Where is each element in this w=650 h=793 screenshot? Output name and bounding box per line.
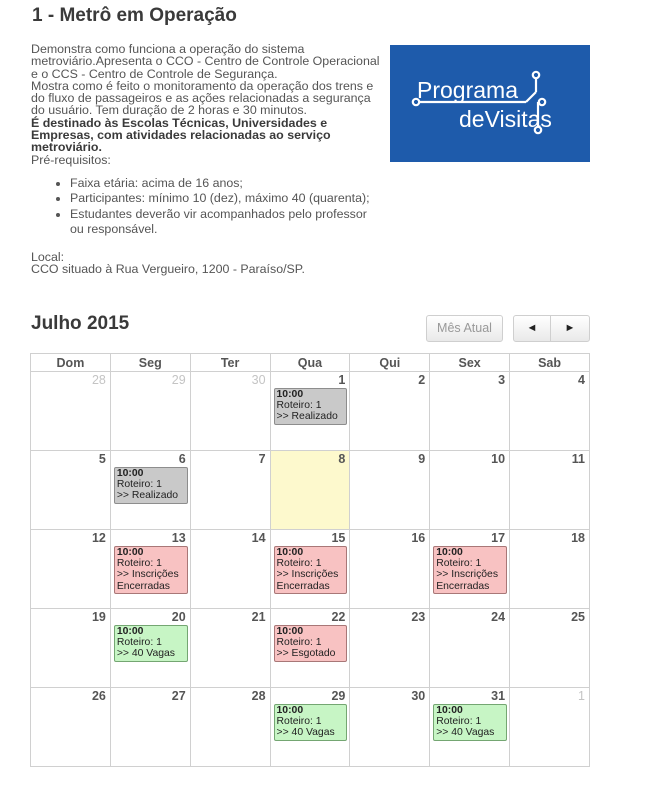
day-number: 18	[571, 531, 585, 545]
calendar-day-cell[interactable]	[190, 451, 270, 530]
calendar-day-cell[interactable]	[31, 372, 111, 451]
day-number: 4	[578, 373, 585, 387]
event-status: >> 40 Vagas	[116, 648, 176, 660]
day-number: 5	[98, 452, 106, 466]
calendar-day-cell[interactable]	[31, 451, 111, 530]
calendar-day-cell[interactable]	[430, 688, 510, 767]
day-number: 30	[411, 689, 426, 703]
calendar-day-cell[interactable]	[190, 609, 270, 688]
calendar-day-cell[interactable]	[190, 688, 270, 767]
calendar-day-cell[interactable]	[110, 688, 190, 767]
visit-event[interactable]	[274, 625, 348, 662]
event-route: Roteiro: 1	[276, 558, 322, 570]
event-route: Roteiro: 1	[116, 558, 162, 570]
visit-event[interactable]	[274, 704, 348, 741]
visit-event[interactable]	[114, 625, 188, 662]
day-number: 29	[331, 689, 346, 703]
event-time: 10:00	[116, 547, 144, 558]
calendar-day-cell[interactable]	[350, 688, 430, 767]
calendar-day-cell[interactable]	[270, 688, 350, 767]
day-number: 24	[491, 610, 506, 624]
day-number: 15	[331, 531, 346, 545]
event-status: >> Inscrições Encerradas	[276, 569, 339, 592]
day-number: 26	[91, 689, 106, 703]
day-number: 25	[571, 610, 585, 624]
event-route: Roteiro: 1	[116, 637, 162, 649]
calendar-day-cell[interactable]	[350, 451, 430, 530]
day-number: 31	[491, 689, 506, 703]
next-month-button[interactable]	[550, 315, 590, 342]
weekday-header: Dom	[31, 354, 111, 372]
visit-event[interactable]	[274, 388, 348, 425]
calendar-day-cell[interactable]	[31, 609, 111, 688]
calendar-week-row	[31, 530, 590, 609]
event-route: Roteiro: 1	[116, 479, 162, 491]
calendar-day-cell[interactable]	[430, 451, 510, 530]
day-number: 13	[171, 531, 186, 545]
day-number: 3	[498, 373, 506, 387]
prerequisites-label: Pré-requisitos:	[31, 152, 111, 167]
weekday-header: Qua	[270, 354, 350, 372]
day-number: 28	[251, 689, 266, 703]
day-number: 8	[338, 452, 346, 466]
visit-description	[31, 43, 381, 276]
calendar-day-cell[interactable]	[110, 372, 190, 451]
event-time: 10:00	[276, 705, 304, 716]
calendar-day-cell[interactable]	[430, 609, 510, 688]
event-route: Roteiro: 1	[276, 400, 322, 412]
day-number: 14	[251, 531, 266, 545]
day-number: 28	[91, 373, 106, 387]
event-route: Roteiro: 1	[276, 716, 322, 728]
day-number: 17	[491, 531, 506, 545]
event-status: >> Inscrições Encerradas	[116, 569, 179, 592]
weekday-header: Sex	[430, 354, 510, 372]
calendar-day-cell[interactable]	[430, 530, 510, 609]
event-time: 10:00	[276, 547, 304, 558]
event-route: Roteiro: 1	[436, 558, 482, 570]
calendar-day-cell[interactable]	[510, 451, 590, 530]
logo-line-1: Programa	[417, 77, 518, 103]
location-label: Local:	[31, 249, 65, 264]
day-number: 22	[331, 610, 346, 624]
calendar-day-cell[interactable]	[430, 372, 510, 451]
event-route: Roteiro: 1	[276, 637, 322, 649]
prerequisite-item: • Faixa etária: acima de 16 anos;	[70, 176, 381, 192]
calendar-day-cell[interactable]	[110, 451, 190, 530]
page-title: 1 - Metrô em Operação	[32, 5, 237, 26]
day-number: 19	[91, 610, 106, 624]
event-time: 10:00	[116, 626, 144, 637]
event-time: 10:00	[436, 705, 463, 716]
day-number: 12	[91, 531, 106, 545]
event-status: >> Realizado	[116, 490, 179, 502]
event-status: >> 40 Vagas	[276, 727, 335, 739]
day-number: 6	[178, 452, 186, 466]
weekday-header: Seg	[110, 354, 190, 372]
month-calendar	[30, 353, 590, 767]
duration-text: Tem duração de 2 horas e 30 minutos.	[95, 103, 307, 118]
event-route: Roteiro: 1	[436, 716, 482, 728]
day-number: 10	[491, 452, 506, 466]
calendar-week-row	[31, 451, 590, 530]
arrow-right-icon: ►	[564, 322, 576, 334]
calendar-month-title: Julho 2015	[31, 313, 130, 334]
event-status: >> 40 Vagas	[436, 727, 495, 739]
calendar-day-cell[interactable]	[510, 372, 590, 451]
calendar-week-row	[31, 688, 590, 767]
previous-month-button[interactable]	[513, 315, 551, 342]
event-time: 10:00	[116, 468, 144, 479]
description-text: Demonstra como funciona a operação do sistema metroviário.Apresenta o CCO - Centro de Controle Operacional e o CCS - Centro de Controle de Segurança.	[31, 42, 380, 81]
location-text: CCO situado à Rua Vergueiro, 1200 - Paraíso/SP.	[31, 262, 305, 277]
day-number: 9	[418, 452, 426, 466]
prerequisite-item: • Participantes: mínimo 10 (dez), máximo 40 (quarenta);	[70, 191, 381, 207]
weekday-header: Ter	[190, 354, 270, 372]
day-number: 29	[171, 373, 186, 387]
visit-event[interactable]	[114, 467, 188, 504]
visit-event[interactable]	[433, 546, 507, 594]
day-number: 20	[171, 610, 186, 624]
event-time: 10:00	[436, 547, 463, 558]
event-time: 10:00	[276, 389, 304, 400]
calendar-day-cell[interactable]	[270, 609, 350, 688]
calendar-day-cell[interactable]	[31, 530, 111, 609]
programa-de-visitas-logo	[390, 45, 590, 162]
weekday-header-row	[31, 354, 590, 372]
calendar-day-cell[interactable]	[190, 530, 270, 609]
circuit-logo-icon	[390, 45, 590, 162]
logo-line-2: deVisitas	[459, 106, 552, 132]
day-number: 1	[578, 689, 585, 703]
calendar-day-today[interactable]	[270, 451, 350, 530]
calendar-day-cell[interactable]	[510, 688, 590, 767]
day-number: 23	[411, 610, 426, 624]
calendar-day-cell[interactable]	[270, 530, 350, 609]
prerequisites-list	[31, 176, 381, 238]
prerequisite-item: • Estudantes deverão vir acompanhados pelo professor ou responsável.	[70, 207, 381, 238]
day-number: 30	[251, 373, 266, 387]
event-time: 10:00	[276, 626, 304, 637]
day-number: 7	[258, 452, 266, 466]
day-number: 2	[418, 373, 426, 387]
current-month-button[interactable]: Mês Atual	[426, 315, 503, 342]
calendar-day-cell[interactable]	[110, 609, 190, 688]
day-number: 1	[338, 373, 346, 387]
calendar-day-cell[interactable]	[510, 609, 590, 688]
calendar-day-cell[interactable]	[350, 372, 430, 451]
calendar-day-cell[interactable]	[190, 372, 270, 451]
audience-text: É destinado às Escolas Técnicas, Universidades e Empresas, com atividades relacionadas ao serviço metroviário.	[31, 115, 331, 155]
visit-event[interactable]	[274, 546, 348, 594]
calendar-day-cell[interactable]	[31, 688, 111, 767]
calendar-day-cell[interactable]	[350, 609, 430, 688]
calendar-week-row	[31, 609, 590, 688]
event-status: >> Inscrições Encerradas	[436, 569, 499, 592]
day-number: 21	[251, 610, 266, 624]
description-monitoring-text: Mostra como é feito o monitoramento da operação dos trens e do fluxo de passageiros e as ações relacionadas a segurança do usuário.	[31, 78, 374, 118]
event-status: >> Esgotado	[276, 648, 336, 660]
weekday-header: Sab	[510, 354, 590, 372]
calendar-day-cell[interactable]	[350, 530, 430, 609]
day-number: 27	[171, 689, 186, 703]
arrow-left-icon: ◄	[526, 322, 538, 334]
calendar-day-cell[interactable]	[110, 530, 190, 609]
calendar-week-row	[31, 372, 590, 451]
calendar-day-cell[interactable]	[510, 530, 590, 609]
day-number: 11	[571, 452, 585, 466]
visit-event[interactable]	[114, 546, 188, 594]
weekday-header: Qui	[350, 354, 430, 372]
event-status: >> Realizado	[276, 411, 338, 423]
calendar-day-cell[interactable]	[270, 372, 350, 451]
day-number: 16	[411, 531, 426, 545]
visit-event[interactable]	[433, 704, 507, 741]
